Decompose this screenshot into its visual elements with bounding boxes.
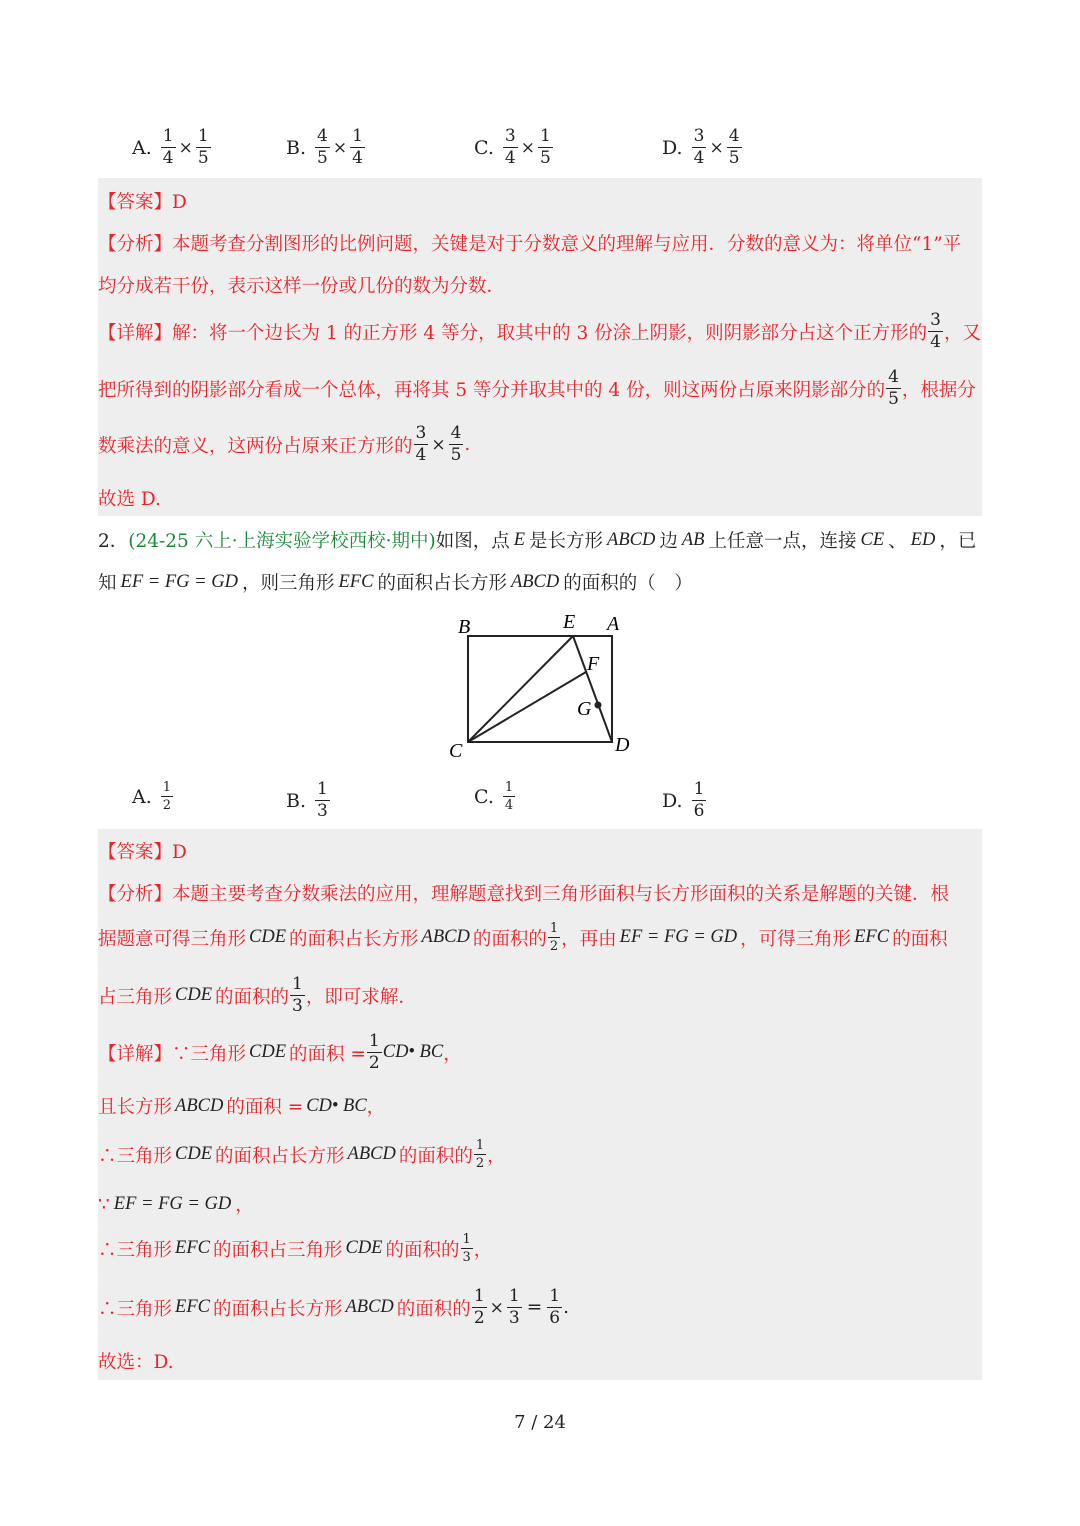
- q1-option-a: A. $\frac{1}{4}$ × $\frac{1}{5}$: [132, 126, 209, 168]
- q1-detail-line2: 把所得到的阴影部分看成一个总体，再将其 5 等分并取其中的 4 份，则这两份占原来阴影部分的 $\frac{4}{5}$ ，根据分: [98, 367, 976, 409]
- rectangle-abcd: [468, 636, 612, 742]
- q1-conclusion: 故选 D.: [98, 489, 161, 510]
- q1-detail-line3: 数乘法的意义，这两份占原来正方形的 $\frac{3}{4}$ × $\frac{4}{5}$ .: [98, 423, 471, 465]
- q1-option-d: D. $\frac{3}{4}$ × $\frac{4}{5}$: [662, 126, 740, 168]
- q2-detail-line2: 且长方形 ABCD 的面积 = CD• BC ，: [98, 1095, 386, 1118]
- q2-detail-line1: 【详解】∵三角形 CDE 的面积 = $\frac{1}{2}$ CD• BC ，: [98, 1031, 462, 1073]
- label-f: F: [587, 653, 600, 675]
- q2-option-b: B. $\frac{1}{3}$: [286, 779, 328, 821]
- page-number: 7 / 24: [514, 1412, 566, 1433]
- point-g: [595, 702, 602, 709]
- q2-stem-line1: 2． (24-25 六上·上海实验学校西校·期中) 如图，点 E 是长方形 ABCD 边 AB 上任意一点，连接 CE 、 ED ，已: [98, 527, 976, 553]
- q1-analysis-line1: 【分析】本题考查分割图形的比例问题，关键是对于分数意义的理解与应用．分数的意义为：将单位“1”平: [98, 234, 962, 255]
- q1-option-b: B. $\frac{4}{5}$ × $\frac{1}{4}$: [286, 126, 363, 168]
- q2-conclusion: 故选：D.: [98, 1352, 174, 1373]
- q2-analysis-line3: 占三角形 CDE 的面积的 $\frac{1}{3}$ ，即可求解．: [98, 974, 417, 1016]
- q2-detail-line4: ∵ EF = FG = GD ，: [98, 1193, 254, 1216]
- q2-stem-line2: 知 EF = FG = GD ，则三角形 EFC 的面积占长方形 ABCD 的面积的（ ）: [98, 571, 693, 594]
- label-b: B: [458, 616, 471, 638]
- q2-answer: 【答案】D: [98, 842, 187, 863]
- q2-detail-line3: ∴三角形 CDE 的面积占长方形 ABCD 的面积的 $\frac{1}{2}$ ，: [98, 1138, 506, 1171]
- q2-detail-line5: ∴三角形 EFC 的面积占三角形 CDE 的面积的 $\frac{1}{3}$ ，: [98, 1232, 493, 1265]
- label-d: D: [615, 734, 630, 756]
- label-a: A: [607, 613, 620, 635]
- label-g: G: [577, 698, 592, 720]
- q2-option-a: A. $\frac{1}{2}$: [132, 780, 172, 813]
- q1-answer: 【答案】D: [98, 192, 187, 213]
- label-c: C: [449, 740, 463, 762]
- q2-source: (24-25 六上·上海实验学校西校·期中): [128, 531, 436, 552]
- segment-ed: [573, 636, 612, 742]
- q2-option-d: D. $\frac{1}{6}$: [662, 779, 705, 821]
- q2-analysis-line2: 据题意可得三角形 CDE 的面积占长方形 ABCD 的面积的 $\frac{1}{2}$ ，再由 EF = FG = GD ，可得三角形 EFC 的面积: [98, 921, 948, 954]
- q2-analysis-line1: 【分析】本题主要考查分数乘法的应用，理解题意找到三角形面积与长方形面积的关系是解题的关键．根: [98, 884, 950, 905]
- label-e: E: [563, 611, 576, 633]
- q2-figure: [440, 605, 640, 765]
- q2-option-c: C. $\frac{1}{4}$: [474, 780, 514, 813]
- q1-detail-line1: 【详解】解：将一个边长为 1 的正方形 4 等分，取其中的 3 份涂上阴影，则阴影部分占这个正方形的 $\frac{3}{4}$ ，又: [98, 310, 981, 352]
- q1-analysis-line2: 均分成若干份，表示这样一份或几份的数为分数．: [98, 276, 506, 297]
- q2-detail-line6: ∴三角形 EFC 的面积占长方形 ABCD 的面积的 $\frac{1}{2}$ × $\frac{1}{3}$ = $\frac{1}{6}$ .: [98, 1286, 569, 1328]
- q1-option-c: C. $\frac{3}{4}$ × $\frac{1}{5}$: [474, 126, 551, 168]
